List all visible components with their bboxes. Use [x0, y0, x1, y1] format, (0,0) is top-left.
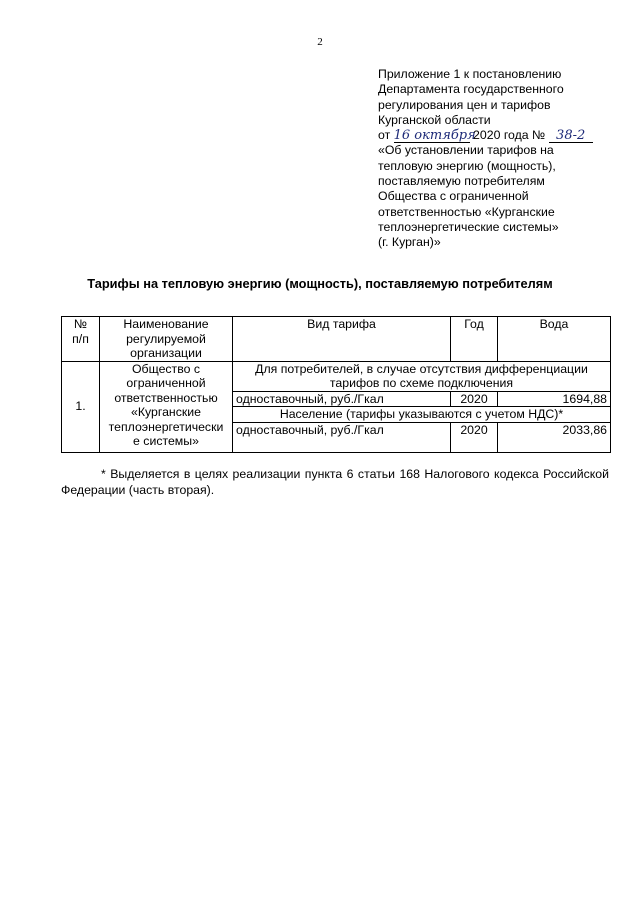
- org-line: е системы»: [133, 434, 199, 448]
- page-number: 2: [317, 36, 323, 48]
- appendix-line: ответственностью «Курганские: [378, 204, 555, 219]
- tariff-table: [61, 316, 611, 453]
- footnote: * Выделяется в целях реализации пункта 6 статьи 168 Налогового кодекса Российской Федерации (часть вторая).: [61, 467, 609, 497]
- date-suffix: 2020 года №: [473, 128, 546, 143]
- org-line: ограниченной: [126, 376, 206, 390]
- org-line: теплоэнергетически: [108, 419, 224, 434]
- row-number: 1.: [62, 361, 100, 452]
- tariff-type: одноставочный, руб./Гкал: [233, 391, 451, 407]
- org-line: «Курганские: [131, 405, 201, 419]
- group-header-population: Население (тарифы указываются с учетом НДС)*: [233, 407, 611, 423]
- org-line: ответственностью: [114, 390, 218, 405]
- appendix-line: (г. Курган)»: [378, 235, 441, 250]
- table-header-row: [62, 317, 611, 362]
- header-org-line: регулируемой: [126, 331, 206, 346]
- document-title: Тарифы на тепловую энергию (мощность), поставляемую потребителям: [87, 276, 553, 291]
- appendix-line: поставляемую потребителям: [378, 174, 545, 189]
- appendix-line: Приложение 1 к постановлению: [378, 67, 562, 81]
- group-header-no-differentiation: [233, 361, 611, 391]
- appendix-line: тепловую энергию (мощность),: [378, 158, 556, 173]
- handwritten-number: 38-2: [549, 129, 593, 143]
- header-org: [100, 317, 233, 362]
- date-prefix: от: [378, 128, 391, 143]
- organization-name: [100, 361, 233, 452]
- header-tariff-type: Вид тарифа: [233, 317, 451, 362]
- appendix-line: Департамента государственного: [378, 82, 564, 97]
- header-org-line: организации: [130, 346, 202, 360]
- header-org-line: Наименование: [123, 317, 209, 331]
- group-header-line: Для потребителей, в случае отсутствия дифференциации: [255, 361, 588, 376]
- group-header-line: тарифов по схеме подключения: [329, 376, 514, 390]
- appendix-block: [378, 67, 618, 251]
- appendix-line: теплоэнергетические системы»: [378, 219, 559, 234]
- table-row: [62, 361, 611, 391]
- tariff-type: одноставочный, руб./Гкал: [233, 422, 451, 452]
- header-num: [62, 317, 100, 362]
- header-water: Вода: [498, 317, 611, 362]
- tariff-year: 2020: [451, 391, 498, 407]
- tariff-year: 2020: [451, 422, 498, 452]
- header-num-line: №: [73, 317, 88, 331]
- appendix-line: регулирования цен и тарифов: [378, 97, 551, 112]
- appendix-line: «Об установлении тарифов на: [378, 143, 554, 158]
- handwritten-date: 16 октября: [393, 128, 476, 144]
- appendix-date-line: [378, 128, 618, 143]
- tariff-value: 2033,86: [498, 422, 611, 452]
- tariff-value: 1694,88: [498, 391, 611, 407]
- appendix-line: Курганской области: [378, 112, 491, 127]
- header-year: Год: [451, 317, 498, 362]
- header-num-line: п/п: [72, 331, 89, 346]
- org-line: Общество с: [131, 361, 200, 376]
- appendix-line: Общества с ограниченной: [378, 189, 529, 204]
